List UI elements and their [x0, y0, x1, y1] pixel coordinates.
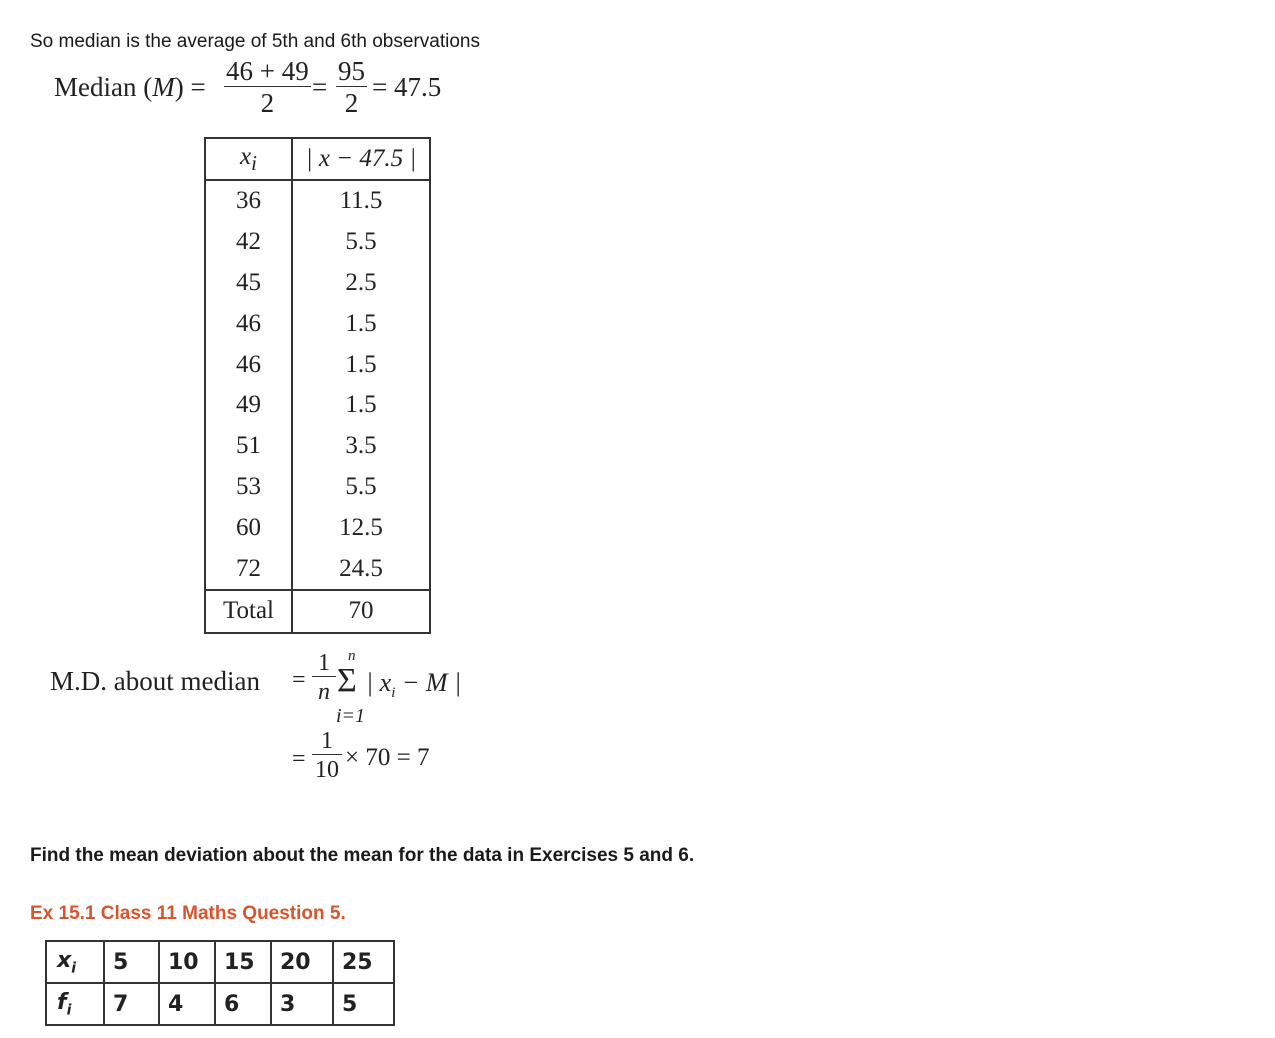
md-term-sub: i: [391, 685, 396, 702]
x-value-cell: 46: [205, 303, 292, 344]
table-row: [205, 180, 430, 222]
md-term-rest: − M |: [395, 668, 462, 697]
x-value: 10: [159, 941, 215, 983]
equals-sign: =: [312, 72, 328, 102]
f-row: [46, 983, 394, 1025]
f-value: 7: [104, 983, 159, 1025]
f-sub: i: [66, 1002, 72, 1019]
deviation-value-cell: 24.5: [292, 548, 430, 590]
deviation-value-cell: 3.5: [292, 426, 430, 467]
x-value-cell: 45: [205, 263, 292, 304]
fraction-denominator: 2: [260, 88, 275, 118]
median-symbol: M: [152, 72, 175, 102]
x-sub: i: [71, 960, 77, 977]
x-value-cell: 53: [205, 467, 292, 508]
table-row: [205, 222, 430, 263]
x-value-cell: 49: [205, 385, 292, 426]
median-formula: [54, 56, 474, 126]
md-term: [366, 668, 461, 702]
header-x-text: x: [240, 142, 252, 170]
sigma-lower: i=1: [336, 705, 366, 727]
x-value: 25: [333, 941, 394, 983]
table-header-row: [205, 138, 430, 180]
exercise-title: Ex 15.1 Class 11 Maths Question 5.: [30, 903, 346, 924]
header-deviation: | x − 47.5 |: [292, 138, 430, 180]
table-row: [205, 426, 430, 467]
sigma-upper: n: [348, 648, 356, 664]
table-row: [205, 548, 430, 590]
fraction-numerator: 95: [338, 56, 365, 86]
fraction-numerator: 46 + 49: [226, 56, 309, 86]
deviation-value-cell: 1.5: [292, 385, 430, 426]
total-value: 70: [292, 590, 430, 633]
x-value-cell: 60: [205, 507, 292, 548]
x-value-cell: 36: [205, 180, 292, 222]
deviation-table: [204, 137, 431, 634]
x-value-cell: 72: [205, 548, 292, 590]
deviation-value-cell: 5.5: [292, 467, 430, 508]
x-value-cell: 51: [205, 426, 292, 467]
table-total-row: [205, 590, 430, 633]
question-text: Find the mean deviation about the mean for the data in Exercises 5 and 6.: [30, 845, 695, 866]
sigma-icon: Σ: [337, 662, 357, 699]
header-subscript: i: [251, 150, 257, 175]
table-row: [205, 263, 430, 304]
intro-text: So median is the average of 5th and 6th observations: [30, 31, 480, 52]
x-value-cell: 42: [205, 222, 292, 263]
x-value: 20: [271, 941, 333, 983]
md-fraction: [312, 650, 336, 707]
frequency-table: [45, 940, 395, 1026]
deviation-value-cell: 2.5: [292, 263, 430, 304]
x-row-label: [46, 941, 104, 983]
f-value: 4: [159, 983, 215, 1025]
deviation-value-cell: 1.5: [292, 303, 430, 344]
median-fraction-1: [224, 56, 311, 119]
md-label: M.D. about median: [50, 666, 260, 696]
table-row: [205, 303, 430, 344]
total-label: Total: [205, 590, 292, 633]
f-value: 6: [215, 983, 271, 1025]
f-value: 5: [333, 983, 394, 1025]
header-xi: [205, 138, 292, 180]
median-label-text: Median (: [54, 72, 153, 102]
table-row: [205, 467, 430, 508]
md-term-x: | x: [366, 668, 392, 697]
md-frac2-num: 1: [312, 728, 342, 755]
median-result: = 47.5: [372, 72, 442, 102]
md-result: × 70 = 7: [345, 744, 430, 771]
x-value-cell: 46: [205, 344, 292, 385]
median-label: [54, 72, 206, 103]
table-row: [205, 385, 430, 426]
md-fraction-2: [312, 728, 342, 785]
deviation-value-cell: 11.5: [292, 180, 430, 222]
x-var: x: [57, 947, 72, 973]
x-row: [46, 941, 394, 983]
md-frac2-den: 10: [315, 757, 339, 783]
md-eq-2: =: [292, 746, 306, 772]
f-value: 3: [271, 983, 333, 1025]
median-fraction-2: [336, 56, 367, 119]
x-value: 15: [215, 941, 271, 983]
md-frac-num: 1: [312, 650, 336, 677]
f-var: f: [57, 989, 67, 1015]
md-eq-1: =: [292, 667, 306, 693]
x-value: 5: [104, 941, 159, 983]
deviation-value-cell: 5.5: [292, 222, 430, 263]
table-row: [205, 344, 430, 385]
deviation-value-cell: 1.5: [292, 344, 430, 385]
fraction-denominator: 2: [344, 88, 359, 118]
table-row: [205, 507, 430, 548]
deviation-value-cell: 12.5: [292, 507, 430, 548]
f-row-label: [46, 983, 104, 1025]
median-label-close: ) =: [174, 72, 206, 102]
md-frac-den: n: [318, 679, 330, 705]
